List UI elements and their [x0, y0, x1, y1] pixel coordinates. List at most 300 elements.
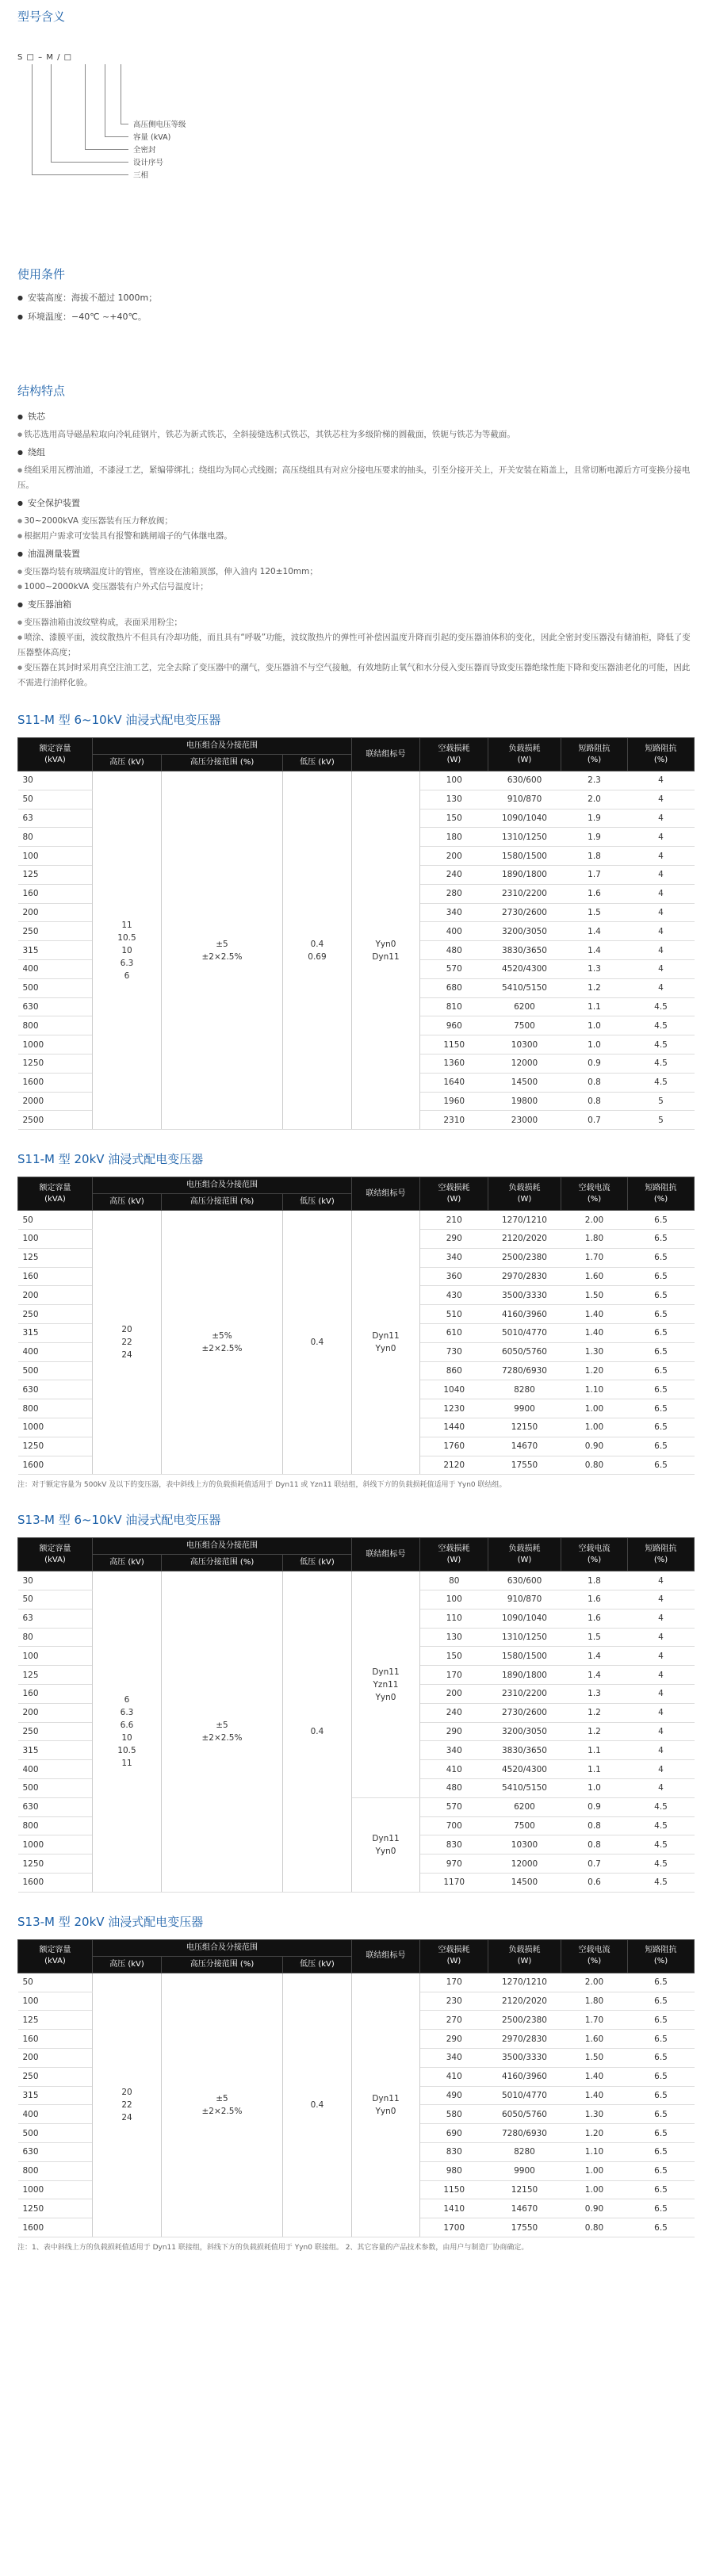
cell-no-load-loss: 730	[420, 1342, 488, 1361]
cell-no-load-loss: 1040	[420, 1380, 488, 1399]
header-load-loss: 负载损耗 (W)	[488, 1177, 561, 1211]
conditions-title: 使用条件	[17, 267, 66, 281]
cell-vector-group: Dyn11 Yzn11 Yyn0	[352, 1571, 420, 1798]
model-diagram	[17, 36, 695, 218]
table-head	[18, 738, 695, 771]
cell-impedance: 6.5	[628, 2049, 695, 2068]
cell-col4: 1.80	[561, 1992, 628, 2011]
cell-capacity: 1600	[18, 1456, 93, 1475]
cell-no-load-loss: 150	[420, 809, 488, 828]
header-tap: 高压分接范围 (%)	[162, 755, 283, 771]
cell-no-load-loss: 1960	[420, 1092, 488, 1111]
structure-item-text: 喷涂、漆膜平面，波纹散热片不但具有冷却功能，而且具有“呼吸”功能，波纹散热片的弹性可补偿因温度升降而引起的变压器油体积的变化，因此全密封变压器没有储油柜，降低了变压器整体高度；	[17, 633, 691, 657]
cell-col4: 1.6	[561, 1609, 628, 1628]
cell-load-loss: 14670	[488, 2199, 561, 2218]
cell-load-loss: 12000	[488, 1054, 561, 1073]
cell-impedance: 6.5	[628, 2161, 695, 2180]
cell-load-loss: 5410/5150	[488, 1779, 561, 1798]
structure-item-text: 铁芯选用高导磁晶粒取向冷轧硅钢片，铁芯为新式铁芯，全斜接缝选积式铁芯，其铁芯柱为多级阶梯的圆截面，铁轭与铁芯为等截面。	[24, 430, 515, 439]
cell-col4: 1.00	[561, 2180, 628, 2199]
label-phase: 三相	[133, 171, 149, 180]
header-col4: 短路阻抗 (%)	[561, 738, 628, 771]
label-design: 设计序号	[133, 159, 164, 167]
model-meaning-title: 型号含义	[17, 10, 66, 24]
bracket-5	[32, 64, 128, 175]
cell-load-loss: 1310/1250	[488, 828, 561, 847]
tables	[17, 711, 695, 2253]
cell-no-load-loss: 410	[420, 1760, 488, 1779]
cell-capacity: 800	[18, 1399, 93, 1418]
header-row	[18, 738, 695, 755]
cell-col4: 1.60	[561, 1267, 628, 1286]
cell-no-load-loss: 340	[420, 903, 488, 922]
cell-no-load-loss: 690	[420, 2124, 488, 2143]
cell-col4: 0.9	[561, 1797, 628, 1816]
cell-col4: 0.90	[561, 2199, 628, 2218]
cell-impedance: 5	[628, 1092, 695, 1111]
cell-impedance: 4	[628, 978, 695, 997]
header-load-loss: 负载损耗 (W)	[488, 738, 561, 771]
header-tap: 高压分接范围 (%)	[162, 1555, 283, 1571]
cell-capacity: 63	[18, 809, 93, 828]
cell-capacity: 1000	[18, 1835, 93, 1854]
cell-impedance: 4.5	[628, 1016, 695, 1035]
cell-no-load-loss: 170	[420, 1973, 488, 1992]
cell-load-loss: 2970/2830	[488, 2030, 561, 2049]
structure-category: ● 变压器油箱	[17, 595, 695, 615]
cell-no-load-loss: 280	[420, 884, 488, 903]
cell-impedance: 4	[628, 847, 695, 866]
cell-col4: 2.3	[561, 771, 628, 790]
cell-col4: 0.80	[561, 1456, 628, 1475]
cell-capacity: 200	[18, 1703, 93, 1722]
cell-col4: 1.1	[561, 1741, 628, 1760]
header-no-load-loss: 空载损耗 (W)	[420, 738, 488, 771]
header-capacity: 额定容量 (kVA)	[18, 1939, 93, 1973]
label-seal: 全密封	[133, 146, 156, 155]
header-impedance: 短路阻抗 (%)	[628, 738, 695, 771]
cell-capacity: 50	[18, 1211, 93, 1230]
cell-no-load-loss: 340	[420, 1741, 488, 1760]
cell-capacity: 80	[18, 828, 93, 847]
cell-load-loss: 910/870	[488, 1590, 561, 1610]
cell-vector-group: Dyn11 Yyn0	[352, 1211, 420, 1475]
cell-col4: 1.50	[561, 1286, 628, 1305]
cell-load-loss: 17550	[488, 2218, 561, 2237]
cell-load-loss: 2500/2380	[488, 1248, 561, 1267]
structure-item-text: 变压器在其封时采用真空注油工艺，完全去除了变压器中的潮气，变压器油不与空气接触，有效地防止氧气和水分侵入变压器而导致变压器绝缘性能下降和变压器油老化的可能，因此不需进行油样化验。	[17, 663, 691, 687]
header-lv: 低压 (kV)	[282, 1194, 351, 1211]
cell-impedance: 4.5	[628, 1073, 695, 1092]
cell-hv: 11 10.5 10 6.3 6	[93, 771, 162, 1130]
cell-hv: 20 22 24	[93, 1973, 162, 2237]
cell-col4: 1.40	[561, 2067, 628, 2086]
structure-list	[17, 407, 695, 691]
cell-no-load-loss: 1410	[420, 2199, 488, 2218]
cell-capacity: 250	[18, 2067, 93, 2086]
cell-load-loss: 1090/1040	[488, 1609, 561, 1628]
cell-load-loss: 8280	[488, 2143, 561, 2162]
cell-tap: ±5 ±2×2.5%	[162, 1973, 283, 2237]
cell-col4: 1.00	[561, 1418, 628, 1437]
cell-no-load-loss: 290	[420, 1229, 488, 1248]
cell-col4: 1.0	[561, 1035, 628, 1055]
cell-no-load-loss: 400	[420, 922, 488, 941]
cell-capacity: 315	[18, 941, 93, 960]
cell-load-loss: 5010/4770	[488, 2086, 561, 2105]
cell-no-load-loss: 200	[420, 1685, 488, 1704]
header-capacity: 额定容量 (kVA)	[18, 1538, 93, 1571]
cell-load-loss: 6200	[488, 997, 561, 1016]
cell-load-loss: 12000	[488, 1854, 561, 1874]
structure-category: ● 油温测量装置	[17, 544, 695, 565]
cell-no-load-loss: 340	[420, 1248, 488, 1267]
cell-vector-group: Dyn11 Yyn0	[352, 1973, 420, 2237]
label-hv: 高压侧电压等级	[133, 121, 186, 129]
cell-capacity: 630	[18, 1380, 93, 1399]
cell-load-loss: 1270/1210	[488, 1211, 561, 1230]
cell-col4: 1.10	[561, 2143, 628, 2162]
table-body	[18, 1571, 695, 1893]
cell-no-load-loss: 510	[420, 1305, 488, 1324]
header-load-loss: 负载损耗 (W)	[488, 1538, 561, 1571]
cell-col4: 1.4	[561, 941, 628, 960]
cell-impedance: 4.5	[628, 1874, 695, 1893]
cell-impedance: 6.5	[628, 1399, 695, 1418]
cell-load-loss: 14500	[488, 1073, 561, 1092]
cell-capacity: 160	[18, 2030, 93, 2049]
cell-no-load-loss: 570	[420, 1797, 488, 1816]
cell-col4: 0.6	[561, 1874, 628, 1893]
header-col4: 空载电流 (%)	[561, 1939, 628, 1973]
cell-no-load-loss: 570	[420, 959, 488, 978]
cell-no-load-loss: 830	[420, 1835, 488, 1854]
cell-no-load-loss: 340	[420, 2049, 488, 2068]
cell-no-load-loss: 1640	[420, 1073, 488, 1092]
cell-no-load-loss: 580	[420, 2105, 488, 2124]
cell-capacity: 315	[18, 1741, 93, 1760]
cell-no-load-loss: 80	[420, 1571, 488, 1590]
cell-impedance: 6.5	[628, 2124, 695, 2143]
cell-load-loss: 3830/3650	[488, 941, 561, 960]
cell-load-loss: 2730/2600	[488, 903, 561, 922]
cell-load-loss: 1890/1800	[488, 1666, 561, 1685]
cell-impedance: 4	[628, 1609, 695, 1628]
table-row	[18, 1973, 695, 1992]
cell-col4: 1.8	[561, 847, 628, 866]
cell-load-loss: 9900	[488, 1399, 561, 1418]
header-lv: 低压 (kV)	[282, 1555, 351, 1571]
structure-category: ● 铁芯	[17, 407, 695, 427]
cell-impedance: 6.5	[628, 1286, 695, 1305]
cell-capacity: 400	[18, 1342, 93, 1361]
cell-capacity: 100	[18, 1229, 93, 1248]
cell-impedance: 6.5	[628, 2199, 695, 2218]
cell-load-loss: 2970/2830	[488, 1267, 561, 1286]
cell-capacity: 2500	[18, 1111, 93, 1130]
structure-category: ● 绕组	[17, 442, 695, 463]
structure-item	[17, 580, 695, 595]
cell-load-loss: 4520/4300	[488, 1760, 561, 1779]
cell-col4: 1.1	[561, 997, 628, 1016]
cell-no-load-loss: 1150	[420, 2180, 488, 2199]
cell-col4: 1.30	[561, 2105, 628, 2124]
cell-load-loss: 2310/2200	[488, 884, 561, 903]
cell-impedance: 4.5	[628, 1854, 695, 1874]
table-title: S13-M 型 20kV 油浸式配电变压器	[17, 1914, 204, 1929]
cell-impedance: 6.5	[628, 1323, 695, 1342]
cell-load-loss: 1310/1250	[488, 1628, 561, 1647]
cell-impedance: 4.5	[628, 1816, 695, 1835]
cell-lv: 0.4	[282, 1571, 351, 1893]
cell-impedance: 6.5	[628, 1380, 695, 1399]
cell-impedance: 6.5	[628, 1992, 695, 2011]
cell-capacity: 200	[18, 903, 93, 922]
cell-load-loss: 4160/3960	[488, 1305, 561, 1324]
cell-no-load-loss: 1700	[420, 2218, 488, 2237]
cell-impedance: 4	[628, 922, 695, 941]
cell-no-load-loss: 860	[420, 1361, 488, 1380]
cell-no-load-loss: 1760	[420, 1437, 488, 1456]
cell-load-loss: 10300	[488, 1835, 561, 1854]
header-lv: 低压 (kV)	[282, 1956, 351, 1973]
cell-col4: 0.80	[561, 2218, 628, 2237]
cell-no-load-loss: 290	[420, 1722, 488, 1741]
cell-capacity: 630	[18, 2143, 93, 2162]
cell-impedance: 6.5	[628, 1973, 695, 1992]
header-row	[18, 1177, 695, 1194]
cell-capacity: 800	[18, 1016, 93, 1035]
header-capacity: 额定容量 (kVA)	[18, 1177, 93, 1211]
table-body	[18, 1211, 695, 1475]
cell-capacity: 125	[18, 865, 93, 884]
cell-col4: 1.6	[561, 1590, 628, 1610]
cell-capacity: 100	[18, 1647, 93, 1666]
cell-capacity: 125	[18, 1666, 93, 1685]
cell-impedance: 4	[628, 1647, 695, 1666]
cell-no-load-loss: 1150	[420, 1035, 488, 1055]
cell-col4: 1.8	[561, 1571, 628, 1590]
structure-item	[17, 514, 695, 529]
condition-item: ● 安装高度：海拔不超过 1000m；	[17, 289, 695, 308]
structure-item	[17, 529, 695, 544]
cell-capacity: 800	[18, 2161, 93, 2180]
cell-capacity: 1600	[18, 1874, 93, 1893]
cell-no-load-loss: 180	[420, 828, 488, 847]
cell-no-load-loss: 830	[420, 2143, 488, 2162]
cell-load-loss: 2730/2600	[488, 1703, 561, 1722]
cell-capacity: 500	[18, 1779, 93, 1798]
header-vector-group: 联结组标号	[352, 738, 420, 771]
header-capacity: 额定容量 (kVA)	[18, 738, 93, 771]
cell-col4: 1.4	[561, 1647, 628, 1666]
cell-load-loss: 6050/5760	[488, 1342, 561, 1361]
cell-load-loss: 9900	[488, 2161, 561, 2180]
structure-item-text: 根据用户需求可安装具有报警和跳闸端子的气体继电器。	[24, 531, 232, 541]
cell-no-load-loss: 110	[420, 1609, 488, 1628]
table-head	[18, 1538, 695, 1571]
cell-load-loss: 2310/2200	[488, 1685, 561, 1704]
cell-col4: 1.1	[561, 1760, 628, 1779]
cell-impedance: 4	[628, 1703, 695, 1722]
cell-impedance: 4	[628, 1741, 695, 1760]
cell-no-load-loss: 1230	[420, 1399, 488, 1418]
cell-load-loss: 6200	[488, 1797, 561, 1816]
cell-impedance: 6.5	[628, 1342, 695, 1361]
cell-capacity: 630	[18, 1797, 93, 1816]
cell-col4: 1.40	[561, 2086, 628, 2105]
spec-table	[17, 737, 695, 1130]
cell-load-loss: 3830/3650	[488, 1741, 561, 1760]
header-voltage-combo: 电压组合及分接范围	[93, 738, 352, 755]
cell-load-loss: 7500	[488, 1016, 561, 1035]
table-note: 注：对于额定容量为 500kV 及以下的变压器，表中斜线上方的负载损耗值适用于 Dyn11 或 Yzn11 联结组，斜线下方的负载损耗值适用于 Yyn0 联结组。	[17, 1481, 507, 1490]
cell-load-loss: 23000	[488, 1111, 561, 1130]
cell-impedance: 6.5	[628, 1248, 695, 1267]
cell-capacity: 400	[18, 2105, 93, 2124]
cell-tap: ±5 ±2×2.5%	[162, 1571, 283, 1893]
cell-load-loss: 12150	[488, 1418, 561, 1437]
header-col4: 空载电流 (%)	[561, 1538, 628, 1571]
header-impedance: 短路阻抗 (%)	[628, 1939, 695, 1973]
cell-no-load-loss: 270	[420, 2011, 488, 2030]
header-tap: 高压分接范围 (%)	[162, 1194, 283, 1211]
cell-lv: 0.4	[282, 1211, 351, 1475]
header-no-load-loss: 空载损耗 (W)	[420, 1177, 488, 1211]
cell-load-loss: 1580/1500	[488, 847, 561, 866]
header-voltage-combo: 电压组合及分接范围	[93, 1939, 352, 1956]
cell-impedance: 4	[628, 1590, 695, 1610]
cell-capacity: 500	[18, 2124, 93, 2143]
cell-col4: 1.40	[561, 1305, 628, 1324]
cell-col4: 1.40	[561, 1323, 628, 1342]
cell-no-load-loss: 610	[420, 1323, 488, 1342]
cell-load-loss: 8280	[488, 1380, 561, 1399]
cell-col4: 1.2	[561, 1703, 628, 1722]
cell-vector-group: Yyn0 Dyn11	[352, 771, 420, 1130]
cell-col4: 0.9	[561, 1054, 628, 1073]
header-vector-group: 联结组标号	[352, 1939, 420, 1973]
cell-no-load-loss: 170	[420, 1666, 488, 1685]
table-title: S13-M 型 6~10kV 油浸式配电变压器	[17, 1513, 221, 1528]
cell-load-loss: 630/600	[488, 1571, 561, 1590]
cell-capacity: 63	[18, 1609, 93, 1628]
cell-no-load-loss: 680	[420, 978, 488, 997]
cell-load-loss: 7280/6930	[488, 2124, 561, 2143]
cell-load-loss: 910/870	[488, 790, 561, 809]
cell-col4: 1.50	[561, 2049, 628, 2068]
model-code: S □ – M / □	[17, 53, 73, 62]
header-hv: 高压 (kV)	[93, 1194, 162, 1211]
condition-item: ● 环境温度：−40℃ ~+40℃。	[17, 308, 695, 327]
cell-col4: 1.9	[561, 828, 628, 847]
cell-no-load-loss: 130	[420, 1628, 488, 1647]
header-load-loss: 负载损耗 (W)	[488, 1939, 561, 1973]
cell-capacity: 80	[18, 1628, 93, 1647]
cell-no-load-loss: 970	[420, 1854, 488, 1874]
cell-vector-group: Dyn11 Yyn0	[352, 1797, 420, 1892]
cell-impedance: 4	[628, 771, 695, 790]
cell-col4: 1.10	[561, 1380, 628, 1399]
table-body	[18, 1973, 695, 2237]
cell-col4: 0.90	[561, 1437, 628, 1456]
cell-no-load-loss: 130	[420, 790, 488, 809]
cell-load-loss: 2500/2380	[488, 2011, 561, 2030]
cell-col4: 1.70	[561, 1248, 628, 1267]
cell-col4: 1.0	[561, 1779, 628, 1798]
cell-capacity: 1600	[18, 1073, 93, 1092]
structure-title: 结构特点	[17, 384, 66, 398]
cell-no-load-loss: 410	[420, 2067, 488, 2086]
cell-col4: 0.8	[561, 1073, 628, 1092]
cell-col4: 2.00	[561, 1211, 628, 1230]
cell-capacity: 160	[18, 1267, 93, 1286]
cell-no-load-loss: 700	[420, 1816, 488, 1835]
cell-capacity: 125	[18, 1248, 93, 1267]
cell-impedance: 6.5	[628, 2143, 695, 2162]
cell-col4: 1.2	[561, 1722, 628, 1741]
cell-load-loss: 4160/3960	[488, 2067, 561, 2086]
cell-impedance: 4	[628, 903, 695, 922]
cell-load-loss: 14500	[488, 1874, 561, 1893]
cell-impedance: 6.5	[628, 1229, 695, 1248]
cell-col4: 1.3	[561, 959, 628, 978]
cell-load-loss: 5410/5150	[488, 978, 561, 997]
cell-load-loss: 1580/1500	[488, 1647, 561, 1666]
cell-no-load-loss: 210	[420, 1211, 488, 1230]
table-note: 注：1、表中斜线上方的负载损耗值适用于 Dyn11 联接组，斜线下方的负载损耗值用于 Yyn0 联接组。 2、其它容量的产品技术参数，由用户与制造厂协商确定。	[17, 2244, 529, 2252]
table-head	[18, 1177, 695, 1211]
spec-table	[17, 1939, 695, 2237]
cell-col4: 1.20	[561, 2124, 628, 2143]
label-cap: 容量 (kVA)	[133, 133, 171, 142]
structure-item-text: 变压器油箱由波纹壁构成，表面采用粉尘；	[24, 618, 182, 627]
cell-capacity: 160	[18, 1685, 93, 1704]
table-title: S11-M 型 20kV 油浸式配电变压器	[17, 1152, 204, 1167]
cell-impedance: 4	[628, 1722, 695, 1741]
cell-col4: 2.0	[561, 790, 628, 809]
cell-no-load-loss: 290	[420, 2030, 488, 2049]
cell-col4: 1.70	[561, 2011, 628, 2030]
cell-capacity: 250	[18, 1722, 93, 1741]
cell-capacity: 30	[18, 1571, 93, 1590]
header-no-load-loss: 空载损耗 (W)	[420, 1538, 488, 1571]
cell-impedance: 6.5	[628, 2030, 695, 2049]
cell-col4: 2.00	[561, 1973, 628, 1992]
cell-col4: 1.4	[561, 922, 628, 941]
cell-impedance: 6.5	[628, 2086, 695, 2105]
structure-category: ● 安全保护装置	[17, 493, 695, 514]
cell-impedance: 6.5	[628, 2105, 695, 2124]
cell-no-load-loss: 490	[420, 2086, 488, 2105]
header-impedance: 短路阻抗 (%)	[628, 1177, 695, 1211]
cell-capacity: 1000	[18, 1418, 93, 1437]
cell-col4: 0.7	[561, 1111, 628, 1130]
cell-load-loss: 7500	[488, 1816, 561, 1835]
structure-item	[17, 463, 695, 493]
cell-col4: 1.9	[561, 809, 628, 828]
cell-capacity: 200	[18, 1286, 93, 1305]
cell-no-load-loss: 230	[420, 1992, 488, 2011]
cell-no-load-loss: 810	[420, 997, 488, 1016]
cell-load-loss: 3200/3050	[488, 922, 561, 941]
cell-impedance: 4	[628, 959, 695, 978]
cell-tap: ±5 ±2×2.5%	[162, 771, 283, 1130]
cell-col4: 1.30	[561, 1342, 628, 1361]
structure-item-text: 绕组采用瓦楞油道，不漆浸工艺，紧编带绑扎；绕组均为同心式线圈；高压绕组具有对应分接电压要求的抽头，引至分接开关上，开关安装在箱盖上，且常切断电源后方可变换分接电压。	[17, 465, 691, 490]
structure-item	[17, 630, 695, 660]
cell-impedance: 4.5	[628, 997, 695, 1016]
